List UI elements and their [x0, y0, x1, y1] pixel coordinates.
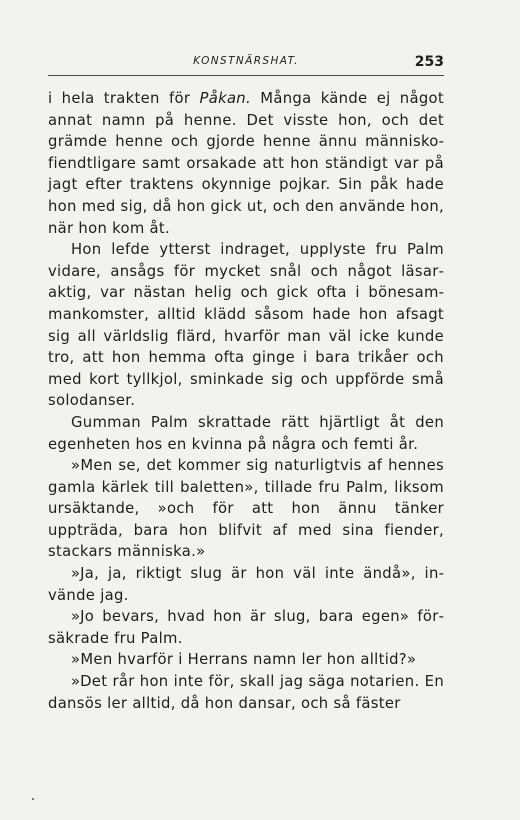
paragraph-1-start: i hela trakten för: [48, 90, 200, 107]
paragraph-4: »Men se, det kommer sig naturligtvis af hennes gamla kärlek till baletten», tillade fru Palm, liksom ursäktande, »och för att hon ännu tänker uppträda, bara hon blifvit af med sina fiender, stackars människa.»: [48, 457, 444, 561]
paragraph-8: »Det rår hon inte för, skall jag säga notarien. En dansös ler alltid, då hon dansar, och så fäster: [48, 673, 444, 712]
body-text: [48, 88, 444, 714]
running-head: [48, 54, 444, 74]
paragraph-3: Gumman Palm skrattade rätt hjärtligt åt den egenheten hos en kvinna på några och femti år.: [48, 413, 444, 453]
paragraph-6: »Jo bevars, hvad hon är slug, bara egen» försäkrade fru Palm.: [48, 608, 444, 647]
paragraph-5: »Ja, ja, riktigt slug är hon väl inte ändå», invände jag.: [48, 565, 444, 604]
paragraph-1: [48, 88, 444, 239]
header-rule: [48, 75, 444, 76]
paragraph-2: Hon lefde ytterst indraget, upplyste fru Palm vidare, ansågs för mycket snål och något läsaraktig, var nästan helig och gick ofta i bönesammankomster, alltid klädd såsom hade hon afsagt sig all världslig flärd, hvarför man väl icke kunde tro, att hon hemma ofta ginge i bara trikåer och med kort tyllkjol, sminkade sig och uppförde små solodanser.: [48, 241, 444, 410]
paragraph-7: »Men hvarför i Herrans namn ler hon alltid?»: [71, 651, 417, 669]
print-speck: [32, 798, 34, 800]
paragraph-1-rest: Många kände ej något annat namn på henne. Det visste hon, och det grämde henne och gjorde henne ännu människofiendtligare samt orsakade att hon ständigt var på jagt efter traktens okynnige pojkar. Sin påk hade hon med sig, då hon gick ut, och den använde hon, när hon kom åt.: [48, 90, 444, 237]
running-title: KONSTNÄRSHAT.: [193, 55, 299, 67]
emphasized-name: Påkan.: [199, 90, 251, 107]
page-number: 253: [414, 54, 444, 70]
